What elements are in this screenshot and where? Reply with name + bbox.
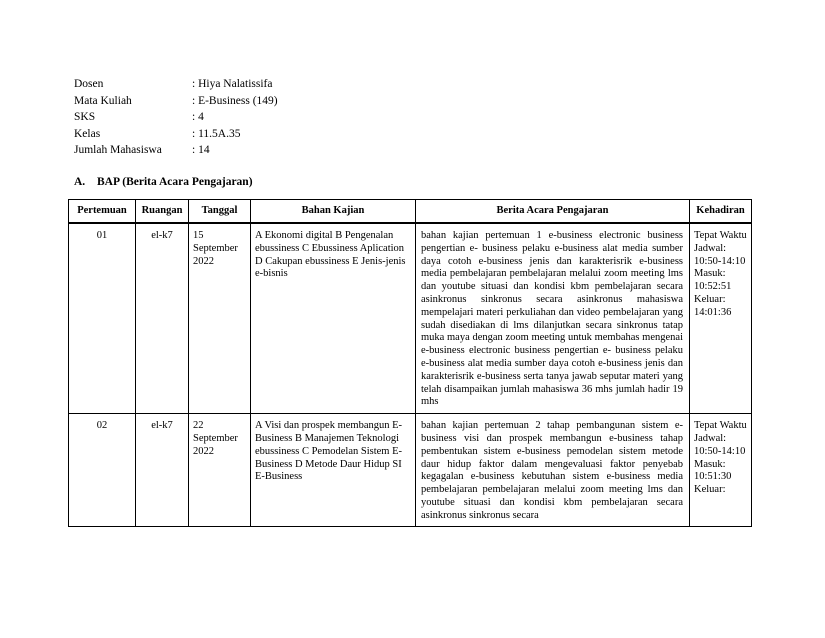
cell-text: 22 September 2022 (193, 420, 238, 457)
section-number: A. (74, 176, 86, 188)
table-row (69, 414, 752, 527)
cell-text: el-k7 (151, 420, 173, 432)
cell-pertemuan: 01 (69, 223, 136, 414)
cell-kehadiran: Tepat Waktu Jadwal: 10:50-14:10 Masuk: 10:52:51 Keluar: 14:01:36 (690, 223, 752, 414)
info-value: : 14 (192, 144, 210, 156)
info-value: : 11.5A.35 (192, 127, 241, 140)
cell-tanggal: 15 September 2022 (189, 223, 251, 414)
info-row-dosen (74, 76, 278, 93)
header-bahan-kajian: Bahan Kajian (251, 200, 416, 224)
table-row (69, 223, 752, 414)
info-value: : E-Business (149) (192, 94, 278, 107)
info-label: Kelas (74, 127, 101, 140)
cell-berita-acara: bahan kajian pertemuan 1 e-business electronic business pengertian e- business pelaku e-business alat media sumber daya cotoh e-business jenis dan karakterisrik e-business media pembelajaran pembelajaran melalui zoom meeting lms dan youtube situasi dan kondisi kbm pembelajaran secara asinkronus sinkronus secara asinkronus mahasiswa mempelajari materi perkuliahan dan video pembelajaran yang sudah disediakan di lms dilanjutkan secara sinkronus tatap muka maya dengan zoom meeting untuk membahas mengenai e-business electronic business pengertian e- business pelaku e-business alat media sumber daya cotoh e-business jenis dan karakterisrik e-business serta tanya jawab seputar materi yang telah disampaikan jumlah mahasiswa 36 mhs jumlah hadir 19 mhs (416, 223, 690, 414)
header-tanggal: Tanggal (189, 200, 251, 224)
table-header-row (69, 200, 752, 224)
header-kehadiran: Kehadiran (690, 200, 752, 224)
cell-text: bahan kajian pertemuan 2 tahap pembangunan sistem e-business visi dan prospek membangun e-business tahap pembentukan sistem e-business pemodelan sistem metode daur hidup faktor dalam mengevaluasi faktor penyebab kegagalan e-business kebutuhan sistem e-business media pembelajaran pembelajaran melalui zoom meeting lms dan youtube situasi dan kondisi kbm pembelajaran secara asinkronus sinkronus secara (421, 420, 683, 521)
info-label: Mata Kuliah (74, 94, 132, 107)
info-row-kelas (74, 126, 278, 143)
cell-text: A Visi dan prospek membangun E- Business B Manajemen Teknologi ebussiness C Pemodelan Sistem E- Business D Metode Daur Hidup SI E-Business (255, 420, 403, 483)
cell-text: 02 (96, 420, 108, 432)
info-row-mata-kuliah (74, 93, 278, 110)
info-value: : Hiya Nalatissifa (192, 78, 273, 90)
header-ruangan: Ruangan (136, 200, 189, 224)
cell-tanggal (189, 414, 251, 527)
info-row-jumlah-mahasiswa (74, 142, 278, 159)
bap-table (68, 199, 752, 527)
info-value: : 4 (192, 111, 204, 123)
header-pertemuan: Pertemuan (69, 200, 136, 224)
section-title: BAP (Berita Acara Pengajaran) (97, 176, 253, 188)
cell-pertemuan (69, 414, 136, 527)
info-row-sks (74, 109, 278, 126)
cell-text: Tepat Waktu Jadwal: 10:50-14:10 Masuk: 10:51:30 Keluar: (694, 420, 747, 496)
info-label: Jumlah Mahasiswa (74, 144, 162, 156)
info-label: SKS (74, 111, 96, 123)
section-heading (74, 176, 253, 188)
cell-bahan-kajian (251, 414, 416, 527)
cell-berita-acara (416, 414, 690, 527)
course-info (74, 76, 278, 159)
cell-ruangan (136, 414, 189, 527)
cell-bahan-kajian: A Ekonomi digital B Pengenalan ebussiness C Ebussiness Aplication D Cakupan ebussiness E Jenis-jenis e-bisnis (251, 223, 416, 414)
info-label: Dosen (74, 78, 104, 90)
cell-kehadiran (690, 414, 752, 527)
header-berita-acara: Berita Acara Pengajaran (416, 200, 690, 224)
cell-ruangan: el-k7 (136, 223, 189, 414)
